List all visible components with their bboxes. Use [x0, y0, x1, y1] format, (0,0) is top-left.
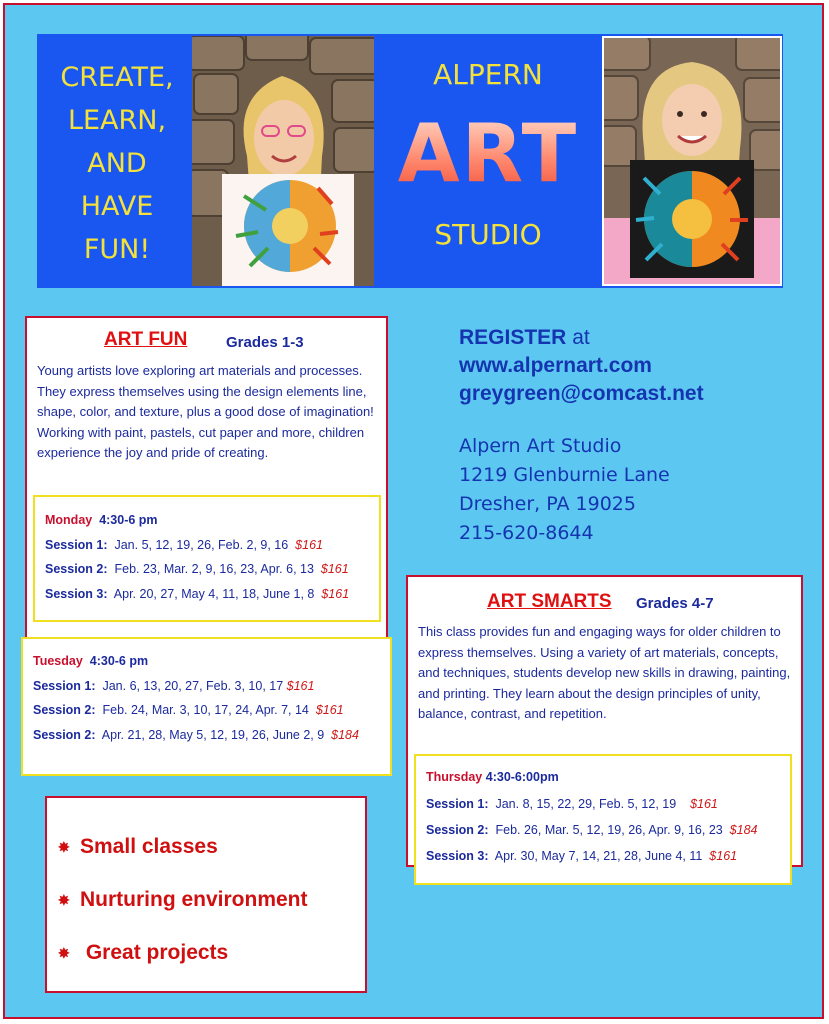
session-dates: Jan. 5, 12, 19, 26, Feb. 2, 9, 16	[114, 538, 289, 552]
register-block	[459, 324, 704, 408]
session-label: Session 2:	[33, 728, 96, 742]
session-label: Session 3:	[426, 849, 489, 863]
register-at: at	[566, 326, 590, 349]
session-dates: Feb. 26, Mar. 5, 12, 19, 26, Apr. 9, 16, 23	[495, 823, 723, 837]
session-price: $161	[709, 849, 738, 863]
session-dates: Apr. 21, 28, May 5, 12, 19, 26, June 2, 9	[101, 728, 325, 742]
session-label: Session 2:	[426, 823, 489, 837]
session-label: Session 2:	[33, 703, 96, 717]
email-link[interactable]: greygreen@comcast.net	[459, 382, 704, 405]
session-price: $161	[690, 797, 718, 811]
session-dates: Feb. 24, Mar. 3, 10, 17, 24, Apr. 7, 14	[102, 703, 309, 717]
studio-name-top: ALPERN	[433, 58, 543, 91]
session-price: $184	[331, 728, 359, 742]
time-label: 4:30-6 pm	[99, 513, 158, 527]
studio-name-bottom: STUDIO	[434, 218, 542, 251]
session-dates: Apr. 30, May 7, 14, 21, 28, June 4, 11	[494, 849, 703, 863]
studio-address	[459, 432, 670, 548]
tuesday-session	[33, 728, 359, 742]
website-link[interactable]: www.alpernart.com	[459, 354, 652, 377]
time-label: 4:30-6 pm	[89, 654, 149, 668]
day-label: Thursday	[426, 770, 483, 784]
star-burst-icon: ✸	[58, 944, 70, 961]
thursday-session	[426, 797, 718, 811]
tagline	[42, 56, 192, 271]
star-burst-icon: ✸	[58, 891, 70, 908]
feature-item	[58, 888, 308, 912]
art-fun-description: Young artists love exploring art materials and processes. They express themselves using the design elements line, shape, color, and texture, plus a good dose of imagination! Working with paint, pastels, cut paper and more, children experience the joy and pride of creating.	[37, 363, 374, 460]
session-label: Session 1:	[426, 797, 489, 811]
art-fun-title: ART FUN	[104, 329, 188, 350]
star-burst-icon: ✸	[58, 838, 70, 855]
session-label: Session 2:	[45, 562, 108, 576]
session-price: $184	[729, 823, 758, 837]
session-dates: Apr. 20, 27, May 4, 11, 18, June 1, 8	[113, 587, 315, 601]
tagline-line: FUN!	[83, 234, 151, 265]
feature-item	[58, 835, 218, 859]
session-dates: Jan. 8, 15, 22, 29, Feb. 5, 12, 19	[495, 797, 677, 811]
art-fun-grades: Grades 1-3	[226, 334, 304, 351]
address-line: Dresher, PA 19025	[459, 493, 636, 515]
feature-label: Small classes	[80, 835, 218, 858]
feature-item	[58, 941, 228, 965]
studio-name-art: ART	[376, 106, 600, 202]
session-price: $161	[320, 562, 349, 576]
register-label: REGISTER	[459, 326, 567, 349]
tuesday-heading	[33, 654, 148, 668]
session-dates: Feb. 23, Mar. 2, 9, 16, 23, Apr. 6, 13	[114, 562, 314, 576]
monday-heading	[45, 513, 158, 527]
register-heading	[459, 324, 704, 352]
session-price: $161	[321, 587, 350, 601]
session-price: $161	[286, 679, 315, 693]
phone-number: 215-620-8644	[459, 522, 594, 544]
day-label: Monday	[45, 513, 93, 527]
session-price: $161	[315, 703, 344, 717]
monday-session	[45, 562, 349, 576]
feature-label: Nurturing environment	[80, 888, 308, 911]
session-label: Session 1:	[33, 679, 96, 693]
art-smarts-description: This class provides fun and engaging ways for older children to express themselves. Using a variety of art materials, concepts, and techniques, students develop new skills in drawing, painting, and printing. They learn about the design principles of unity, balance, contrast, and repetition.	[418, 624, 791, 721]
tagline-line: AND	[87, 148, 147, 179]
thursday-session	[426, 823, 757, 837]
session-dates: Jan. 6, 13, 20, 27, Feb. 3, 10, 17	[102, 679, 284, 693]
student-photo-left	[192, 36, 374, 286]
tagline-line: LEARN,	[67, 105, 167, 136]
address-line: Alpern Art Studio	[459, 435, 622, 457]
time-label: 4:30-6:00pm	[485, 770, 559, 784]
tagline-line: CREATE,	[60, 62, 174, 93]
session-label: Session 3:	[45, 587, 108, 601]
thursday-session	[426, 849, 737, 863]
tagline-line: HAVE	[80, 191, 154, 222]
art-smarts-grades: Grades 4-7	[636, 595, 714, 612]
monday-session	[45, 587, 349, 601]
day-label: Tuesday	[33, 654, 83, 668]
session-price: $161	[295, 538, 323, 552]
session-label: Session 1:	[45, 538, 108, 552]
address-line: 1219 Glenburnie Lane	[459, 464, 670, 486]
feature-label: Great projects	[85, 941, 229, 964]
tuesday-session	[33, 703, 344, 717]
student-photo-right	[602, 36, 782, 286]
tuesday-session	[33, 679, 314, 693]
art-smarts-title: ART SMARTS	[487, 591, 612, 612]
thursday-heading	[426, 770, 559, 784]
monday-session	[45, 538, 323, 552]
